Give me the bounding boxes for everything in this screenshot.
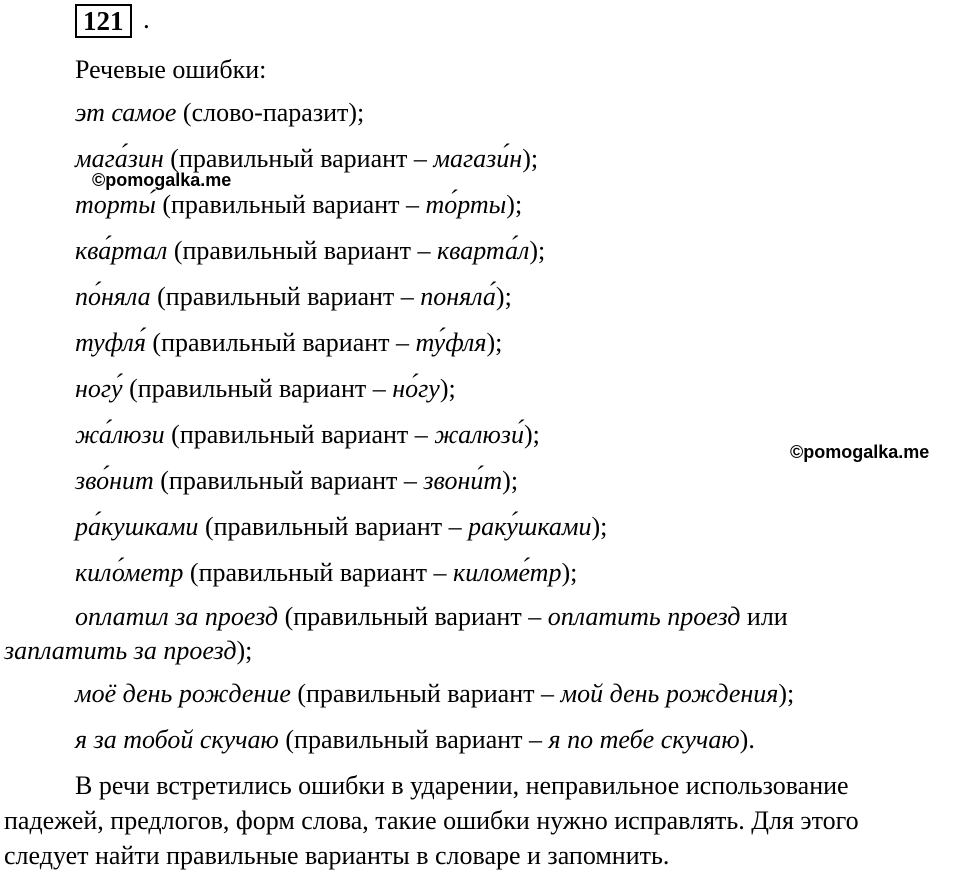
error-line-3 (75, 189, 522, 220)
line-end: ); (486, 328, 503, 357)
connector: (правильный вариант – (198, 512, 469, 541)
wrong-form: оплатил за проезд (75, 602, 279, 631)
note: (слово-паразит); (176, 98, 365, 127)
conclusion-line-2: падежей, предлогов, форм слова, такие ошибки нужно исправлять. Для этого (4, 806, 859, 835)
right-form: жалюзи́ (434, 420, 524, 449)
right-form: киломе́тр (453, 558, 562, 587)
line-end: ); (529, 236, 546, 265)
line-end: ); (523, 420, 540, 449)
line-end: ); (502, 466, 519, 495)
error-line-4 (75, 235, 545, 266)
error-line-7 (75, 373, 456, 404)
right-form: ту́фля (415, 328, 487, 357)
conclusion-line-3: следует найти правильные варианты в словаре и запомнить. (4, 841, 670, 870)
wrong-form: ква́ртал (75, 236, 168, 265)
right-form: оплатить проезд (547, 602, 741, 631)
task-number-dot: . (143, 4, 150, 34)
line-end: ); (495, 282, 512, 311)
line-end: ); (506, 190, 523, 219)
connector: (правильный вариант – (122, 374, 393, 403)
error-line-12-continued (4, 635, 252, 666)
line-end: ). (739, 725, 755, 754)
connector: (правильный вариант – (150, 282, 421, 311)
wrong-form: жа́люзи (75, 420, 165, 449)
right-form: магази́н (433, 144, 523, 173)
heading: Речевые ошибки: (75, 55, 267, 84)
right-form: кварта́л (437, 236, 530, 265)
conclusion-line-1: В речи встретились ошибки в ударении, неправильное использование (75, 771, 849, 800)
line-end: ); (778, 679, 795, 708)
error-line-9 (75, 465, 518, 496)
connector: (правильный вариант – (278, 602, 548, 631)
task-number: 121 (75, 4, 132, 38)
line-end: ); (591, 512, 608, 541)
wrong-form: туфля́ (75, 328, 146, 357)
connector: (правильный вариант – (155, 190, 426, 219)
wrong-form: ра́кушками (75, 512, 199, 541)
error-line-8 (75, 419, 540, 450)
right-form: я по тебе скучаю (548, 725, 740, 754)
right-form: раку́шками (468, 512, 592, 541)
right-form-alt: заплатить за проезд (4, 636, 237, 665)
connector: (правильный вариант – (290, 679, 561, 708)
wrong-form: эт самое (75, 98, 177, 127)
connector: (правильный вариант – (163, 144, 434, 173)
wrong-form: моё день рождение (75, 679, 291, 708)
right-form: мой день рождения (560, 679, 779, 708)
wrong-form: торты́ (75, 190, 156, 219)
right-form: то́рты (425, 190, 507, 219)
connector: (правильный вариант – (164, 420, 435, 449)
watermark: ©pomogalka.me (790, 442, 930, 462)
connector: (правильный вариант – (167, 236, 437, 265)
error-line-1 (75, 97, 364, 128)
error-line-11 (75, 557, 577, 588)
error-line-13 (75, 678, 794, 709)
error-line-6 (75, 327, 502, 358)
connector: (правильный вариант – (278, 725, 549, 754)
error-line-10 (75, 511, 607, 542)
right-form: звони́т (423, 466, 503, 495)
wrong-form: зво́нит (75, 466, 154, 495)
connector: (правильный вариант – (145, 328, 416, 357)
wrong-form: ногу́ (75, 374, 123, 403)
error-line-12 (75, 601, 788, 632)
wrong-form: кило́метр (75, 558, 184, 587)
right-form: но́гу (392, 374, 440, 403)
line-end: ); (522, 144, 539, 173)
error-line-14 (75, 724, 755, 755)
connector: (правильный вариант – (183, 558, 454, 587)
line-end: ); (561, 558, 578, 587)
right-form: поняла́ (420, 282, 496, 311)
wrong-form: по́няла (75, 282, 151, 311)
or-word: или (740, 602, 788, 631)
wrong-form: мага́зин (75, 144, 164, 173)
watermark: ©pomogalka.me (92, 170, 232, 190)
line-end: ); (439, 374, 456, 403)
wrong-form: я за тобой скучаю (75, 725, 279, 754)
error-line-5 (75, 281, 512, 312)
line-end: ); (236, 636, 253, 665)
connector: (правильный вариант – (153, 466, 424, 495)
